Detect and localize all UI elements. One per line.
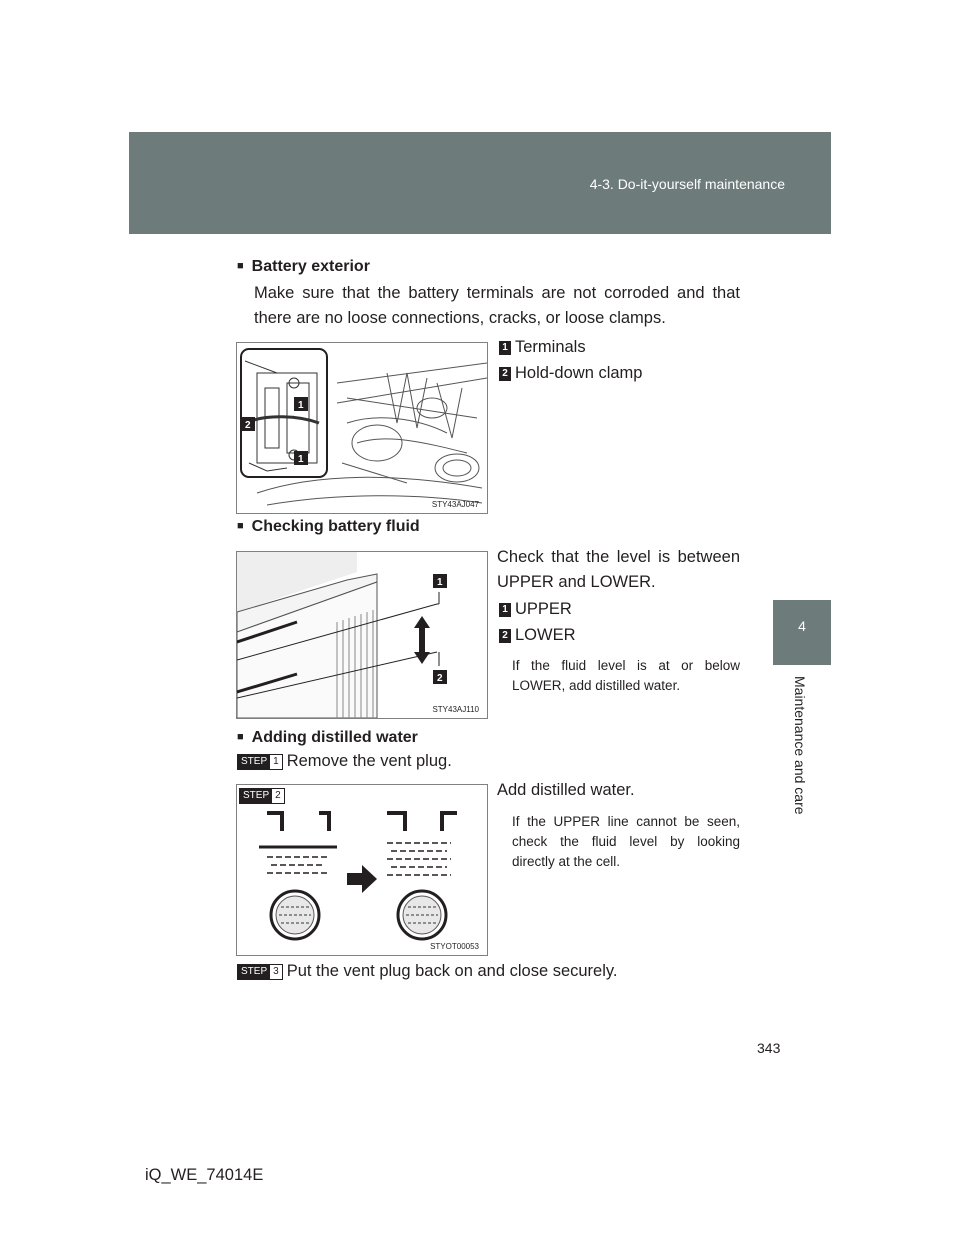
svg-text:1: 1 bbox=[298, 400, 304, 411]
step-1 bbox=[237, 752, 452, 771]
chapter-label-text: Maintenance and care bbox=[792, 676, 808, 815]
svg-text:1: 1 bbox=[437, 577, 443, 588]
document-id: iQ_WE_74014E bbox=[145, 1166, 264, 1184]
section-title: 4-3. Do-it-yourself maintenance bbox=[589, 176, 785, 192]
page-number: 343 bbox=[757, 1040, 781, 1056]
legend-label: Hold-down clamp bbox=[515, 364, 643, 382]
figure-code: STY43AJ110 bbox=[432, 705, 479, 714]
legend-number: 1 bbox=[499, 603, 511, 617]
legend-label: Terminals bbox=[515, 338, 586, 356]
step-number: 2 bbox=[272, 789, 284, 803]
section-header bbox=[129, 132, 831, 234]
chapter-number: 4 bbox=[798, 618, 806, 634]
step-badge bbox=[237, 754, 283, 770]
fluid-text: Check that the level is between UPPER and LOWER. bbox=[497, 548, 740, 591]
step-text: Remove the vent plug. bbox=[286, 752, 452, 770]
chapter-tab bbox=[773, 600, 831, 665]
step-badge bbox=[239, 788, 285, 804]
step-text: Put the vent plug back on and close securely. bbox=[286, 962, 618, 980]
step-3 bbox=[237, 962, 618, 981]
figure-battery-exterior bbox=[236, 342, 488, 514]
legend-label: UPPER bbox=[515, 600, 572, 618]
figure-battery-fluid bbox=[236, 551, 488, 719]
legend-number: 1 bbox=[499, 341, 511, 355]
legend-lower bbox=[499, 626, 576, 645]
heading-battery-exterior: ■ Battery exterior bbox=[237, 258, 370, 276]
water-level-illustration bbox=[237, 785, 487, 955]
step-label: STEP bbox=[238, 755, 270, 769]
step-label: STEP bbox=[240, 789, 272, 803]
figure-step-badge bbox=[239, 787, 289, 805]
fluid-note: If the fluid level is at or below LOWER, add distilled water. bbox=[512, 658, 740, 693]
exterior-text: Make sure that the battery terminals are not corroded and that there are no loose connections, cracks, or loose clamps. bbox=[254, 284, 740, 327]
step-badge bbox=[237, 964, 283, 980]
engine-bay-illustration bbox=[237, 343, 487, 513]
step-label: STEP bbox=[238, 965, 270, 979]
svg-text:2: 2 bbox=[245, 420, 251, 431]
heading-adding-water: ■ Adding distilled water bbox=[237, 729, 418, 747]
chapter-label bbox=[788, 676, 808, 815]
step-2-text: Add distilled water. bbox=[497, 781, 635, 799]
figure-code: STY43AJ047 bbox=[431, 500, 479, 509]
battery-level-illustration bbox=[237, 552, 487, 718]
svg-text:2: 2 bbox=[437, 673, 443, 684]
heading-checking-fluid: ■ Checking battery fluid bbox=[237, 518, 420, 536]
legend-hold-down-clamp bbox=[499, 364, 642, 383]
legend-upper bbox=[499, 600, 572, 619]
legend-number: 2 bbox=[499, 367, 511, 381]
step-number: 3 bbox=[270, 965, 282, 979]
adding-note: If the UPPER line cannot be seen, check the fluid level by looking directly at the cell. bbox=[512, 814, 740, 869]
legend-label: LOWER bbox=[515, 626, 576, 644]
legend-number: 2 bbox=[499, 629, 511, 643]
legend-terminals bbox=[499, 338, 586, 357]
figure-code: STYOT00053 bbox=[430, 942, 479, 951]
step-number: 1 bbox=[270, 755, 282, 769]
svg-text:1: 1 bbox=[298, 454, 304, 465]
figure-adding-water bbox=[236, 784, 488, 956]
